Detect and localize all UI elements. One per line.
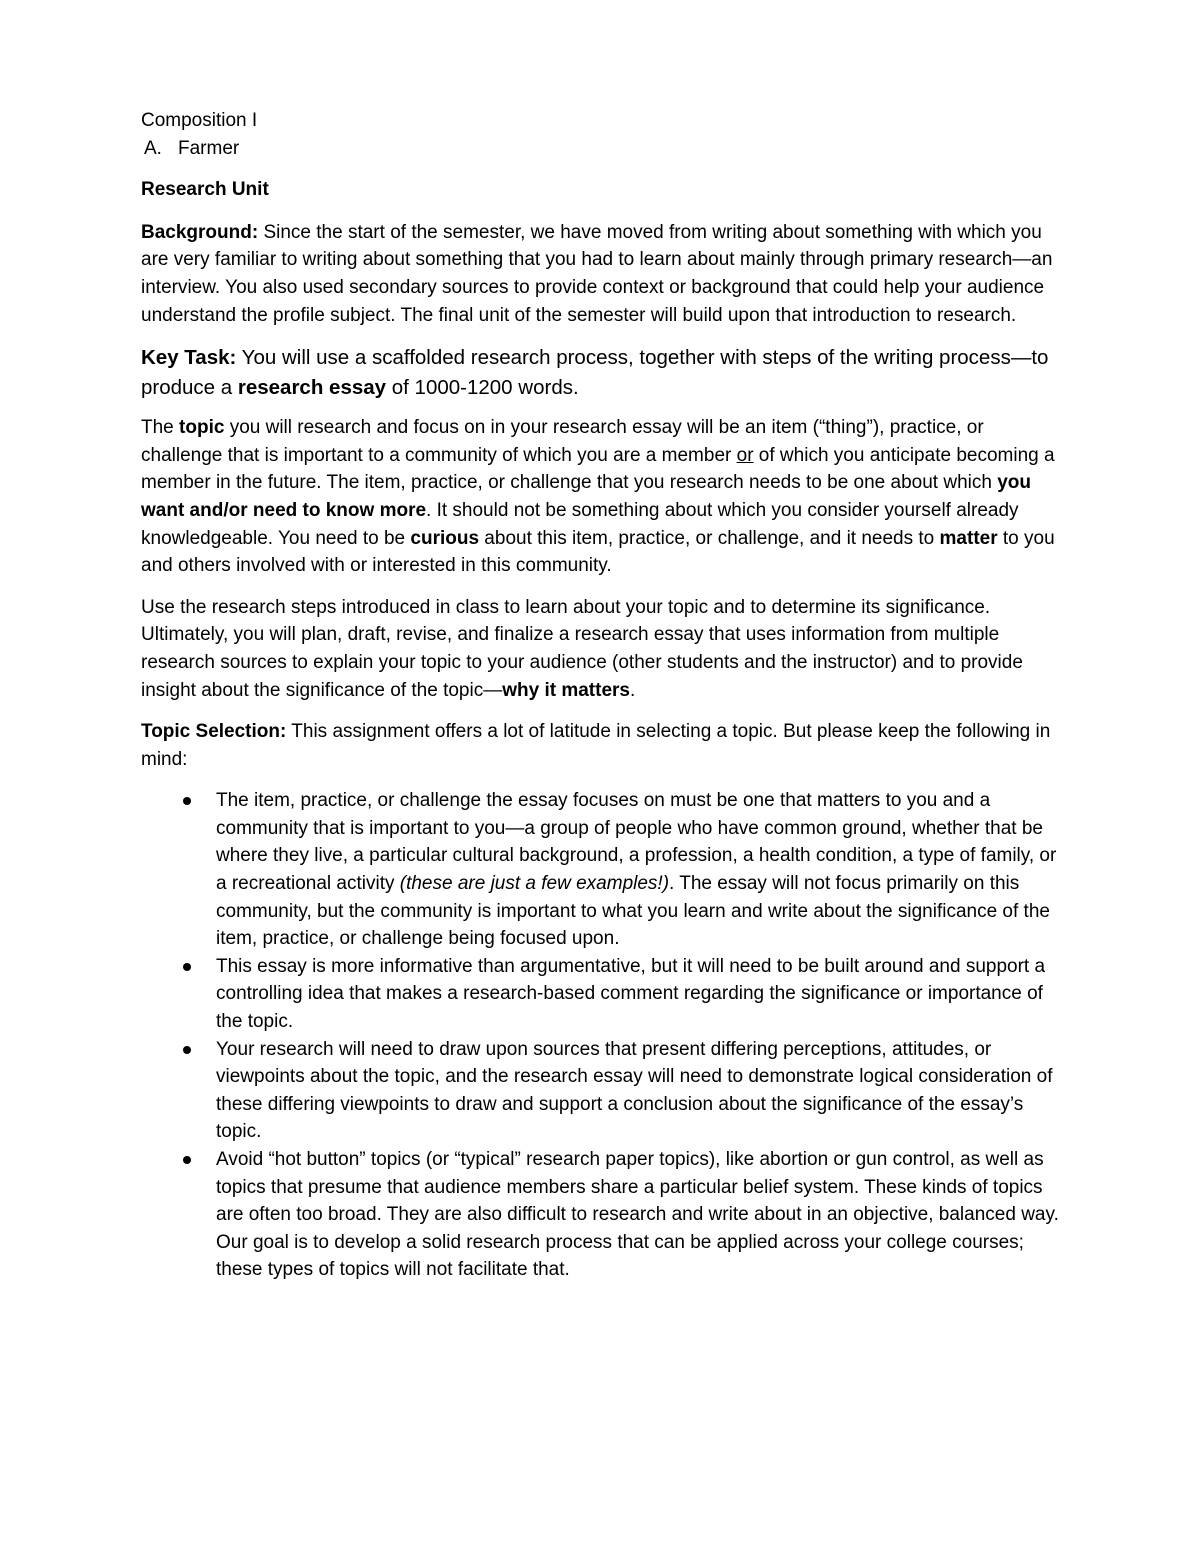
- topic-emphasis: topic: [179, 417, 225, 439]
- list-item: [141, 1146, 1066, 1284]
- topic-underline: or: [736, 444, 754, 466]
- bullet-icon: [183, 797, 191, 805]
- topic-text: . It should not be something about which you consider yourself already knowledgeable. You need to be: [141, 499, 1019, 549]
- page-title: Research Unit: [141, 179, 269, 201]
- topic-guidelines-list: [141, 787, 1066, 1284]
- list-item-text: This essay is more informative than argumentative, but it will need to be built around and support a controlling idea that makes a research-based comment regarding the significance or importance of the topic.: [216, 955, 1046, 1033]
- instructor-initial: A.: [144, 137, 162, 159]
- key-task-emphasis: research essay: [237, 376, 387, 400]
- instructor-name: Farmer: [178, 137, 240, 159]
- key-task-label: Key Task:: [141, 346, 237, 370]
- course-name: Composition I: [141, 110, 258, 131]
- list-item-text: The item, practice, or challenge the essay focuses on must be one that matters to you and a community that is important to you—a group of people who have common ground, whether that be where they live, a particular cultural background, a profession, a health condition, a type of family, or a recreational activity: [216, 790, 1057, 895]
- bullet-icon: [183, 1156, 191, 1164]
- topic-emphasis: curious: [410, 527, 480, 549]
- steps-paragraph: [141, 594, 1066, 704]
- topic-text: The: [141, 417, 180, 439]
- list-item: [141, 953, 1066, 1036]
- bullet-icon: [183, 1046, 191, 1054]
- topic-selection-paragraph: [141, 718, 1066, 773]
- topic-emphasis: matter: [939, 527, 998, 549]
- topic-text: about this item, practice, or challenge, and it needs to: [479, 527, 940, 549]
- steps-end: .: [630, 679, 636, 701]
- background-paragraph: [141, 219, 1066, 329]
- topic-emphasis: you want and/or need to know more: [141, 472, 1031, 521]
- instructor-line: [144, 135, 1066, 163]
- topic-paragraph: [141, 414, 1066, 580]
- steps-emphasis: why it matters: [502, 679, 630, 701]
- list-item-italic: (these are just a few examples!): [399, 873, 670, 895]
- list-item: [141, 787, 1066, 953]
- list-item: [141, 1036, 1066, 1146]
- key-task-text-end: of 1000-1200 words.: [386, 376, 579, 400]
- topic-text: you will research and focus on in your research essay will be an item (“thing”), practice, or challenge that is important to a community of which you are a member: [141, 417, 984, 466]
- background-label: Background:: [141, 221, 259, 243]
- list-item-text: Your research will need to draw upon sources that present differing perceptions, attitudes, or viewpoints about the topic, and the research essay will need to demonstrate logical consideration of these differing viewpoints to draw and support a conclusion about the significance of the essay’s topic.: [216, 1038, 1053, 1143]
- key-task-text: You will use a scaffolded research process, together with steps of the writing process—to produce a: [141, 346, 1049, 400]
- topic-text: of which you anticipate becoming a member in the future. The item, practice, or challenge that you research needs to be one about which: [141, 444, 1055, 494]
- list-item-text: . The essay will not focus primarily on this community, but the community is important to what you learn and write about the significance of the item, practice, or challenge being focused upon.: [216, 873, 1050, 950]
- list-item-text: Avoid “hot button” topics (or “typical” research paper topics), like abortion or gun control, as well as topics that presume that audience members share a particular belief system. These kinds of topics are often too broad. They are also difficult to research and write about in an objective, balanced way. Our goal is to develop a solid research process that can be applied across your college courses; these types of topics will not facilitate that.: [216, 1149, 1059, 1281]
- document-page: [141, 107, 1066, 1284]
- topic-selection-text: This assignment offers a lot of latitude in selecting a topic. But please keep the following in mind:: [141, 721, 1051, 770]
- background-text: Since the start of the semester, we have moved from writing about something with which you are very familiar to writing about something that you had to learn about mainly through primary research—an interview. You also used secondary sources to provide context or background that could help your audience understand the profile subject. The final unit of the semester will build upon that introduction to research.: [141, 221, 1053, 326]
- topic-text: to you and others involved with or interested in this community.: [141, 527, 1055, 577]
- topic-selection-label: Topic Selection:: [141, 721, 287, 743]
- steps-text: Use the research steps introduced in class to learn about your topic and to determine its significance. Ultimately, you will plan, draft, revise, and finalize a research essay that uses information from multiple research sources to explain your topic to your audience (other students and the instructor) and to provide insight about the significance of the topic—: [141, 596, 1023, 701]
- key-task-paragraph: [141, 343, 1066, 403]
- bullet-icon: [183, 963, 191, 971]
